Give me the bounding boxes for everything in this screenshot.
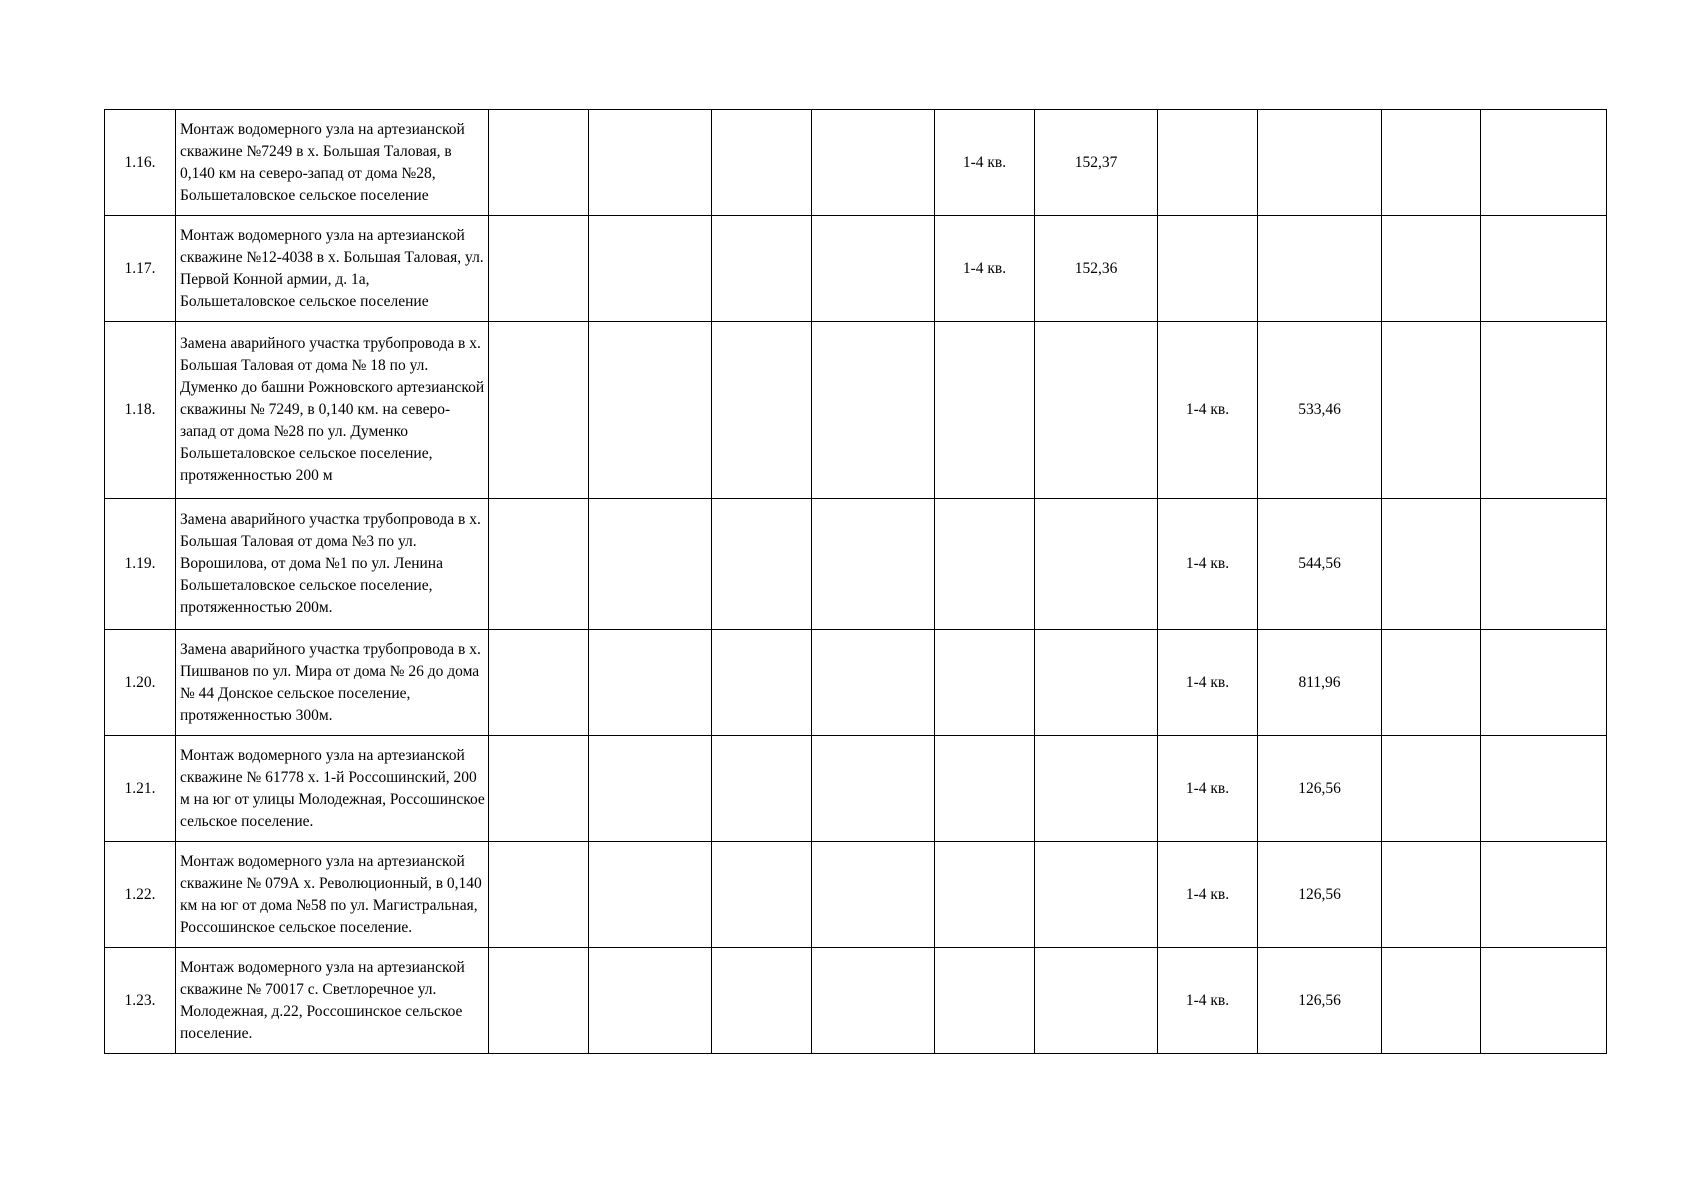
empty-cell (1382, 736, 1481, 842)
work-description-cell (176, 736, 489, 842)
empty-cell (1035, 499, 1158, 630)
empty-cell (1158, 216, 1258, 322)
row-number: 1.18. (105, 322, 176, 499)
empty-cell (589, 499, 712, 630)
row-number: 1.21. (105, 736, 176, 842)
amount-cell: 811,96 (1258, 630, 1382, 736)
work-description: Замена аварийного участка трубопровода в х. Пишванов по ул. Мира от дома № 26 до дома № 44 Донское сельское поселение, протяженностью 300м. (180, 640, 481, 724)
amount-cell: 152,36 (1035, 216, 1158, 322)
empty-cell (589, 736, 712, 842)
row-number: 1.23. (105, 948, 176, 1054)
empty-cell (489, 110, 589, 216)
work-description-cell (176, 322, 489, 499)
works-table-body (105, 110, 1607, 1054)
empty-cell (1481, 630, 1607, 736)
empty-cell (1158, 110, 1258, 216)
empty-cell (812, 736, 935, 842)
empty-cell (1035, 948, 1158, 1054)
period-cell: 1-4 кв. (1158, 499, 1258, 630)
empty-cell (489, 322, 589, 499)
empty-cell (812, 322, 935, 499)
amount-cell: 152,37 (1035, 110, 1158, 216)
empty-cell (489, 842, 589, 948)
empty-cell (1382, 216, 1481, 322)
row-number: 1.17. (105, 216, 176, 322)
empty-cell (1258, 110, 1382, 216)
empty-cell (1382, 842, 1481, 948)
empty-cell (935, 630, 1035, 736)
work-description: Монтаж водомерного узла на артезианской скважине № 70017 с. Светлоречное ул. Молодежная, д.22, Россошинское сельское поселение. (180, 958, 465, 1042)
empty-cell (1481, 842, 1607, 948)
empty-cell (712, 842, 812, 948)
empty-cell (489, 499, 589, 630)
empty-cell (935, 842, 1035, 948)
work-description-cell (176, 216, 489, 322)
amount-cell: 126,56 (1258, 948, 1382, 1054)
empty-cell (489, 736, 589, 842)
empty-cell (935, 322, 1035, 499)
empty-cell (712, 948, 812, 1054)
empty-cell (589, 110, 712, 216)
empty-cell (589, 842, 712, 948)
amount-cell: 544,56 (1258, 499, 1382, 630)
period-cell: 1-4 кв. (1158, 630, 1258, 736)
row-number: 1.19. (105, 499, 176, 630)
work-description-cell (176, 842, 489, 948)
table-row (105, 736, 1607, 842)
empty-cell (1035, 630, 1158, 736)
work-description: Замена аварийного участка трубопровода в х. Большая Таловая от дома № 18 по ул. Думенко до башни Рожновского артезианской скважины № 7249, в 0,140 км. на северо-запад от дома №28 по ул. Думенко Большеталовское сельское поселение, протяженностью 200 м (180, 335, 485, 484)
empty-cell (712, 110, 812, 216)
empty-cell (935, 948, 1035, 1054)
empty-cell (1481, 216, 1607, 322)
period-cell: 1-4 кв. (1158, 948, 1258, 1054)
table-row (105, 110, 1607, 216)
empty-cell (1382, 499, 1481, 630)
empty-cell (589, 216, 712, 322)
empty-cell (489, 948, 589, 1054)
empty-cell (1382, 630, 1481, 736)
table-row (105, 842, 1607, 948)
empty-cell (489, 216, 589, 322)
table-row (105, 322, 1607, 499)
work-description: Замена аварийного участка трубопровода в х. Большая Таловая от дома №3 по ул. Ворошилова, от дома №1 по ул. Ленина Большеталовское сельское поселение, протяженностью 200м. (180, 511, 481, 616)
empty-cell (812, 110, 935, 216)
table-row (105, 499, 1607, 630)
empty-cell (589, 948, 712, 1054)
empty-cell (1481, 736, 1607, 842)
empty-cell (489, 630, 589, 736)
table-row (105, 216, 1607, 322)
work-description-cell (176, 499, 489, 630)
empty-cell (1481, 322, 1607, 499)
empty-cell (812, 948, 935, 1054)
empty-cell (1382, 322, 1481, 499)
works-table (104, 109, 1607, 1054)
amount-cell: 533,46 (1258, 322, 1382, 499)
empty-cell (812, 499, 935, 630)
empty-cell (1258, 216, 1382, 322)
period-cell: 1-4 кв. (1158, 736, 1258, 842)
empty-cell (1382, 948, 1481, 1054)
work-description-cell (176, 110, 489, 216)
empty-cell (1035, 842, 1158, 948)
period-cell: 1-4 кв. (935, 216, 1035, 322)
work-description: Монтаж водомерного узла на артезианской скважине № 61778 х. 1-й Россошинский, 200 м на юг от улицы Молодежная, Россошинское сельское поселение. (180, 746, 485, 830)
period-cell: 1-4 кв. (1158, 842, 1258, 948)
empty-cell (712, 322, 812, 499)
work-description: Монтаж водомерного узла на артезианской скважине №7249 в х. Большая Таловая, в 0,140 км на северо-запад от дома №28, Большеталовское сельское поселение (180, 120, 465, 204)
period-cell: 1-4 кв. (1158, 322, 1258, 499)
empty-cell (812, 630, 935, 736)
empty-cell (712, 630, 812, 736)
row-number: 1.20. (105, 630, 176, 736)
empty-cell (589, 322, 712, 499)
work-description: Монтаж водомерного узла на артезианской скважине №12-4038 в х. Большая Таловая, ул. Первой Конной армии, д. 1а, Большеталовское сельское поселение (180, 226, 484, 310)
amount-cell: 126,56 (1258, 736, 1382, 842)
empty-cell (1035, 322, 1158, 499)
empty-cell (712, 216, 812, 322)
empty-cell (1481, 110, 1607, 216)
empty-cell (935, 736, 1035, 842)
amount-cell: 126,56 (1258, 842, 1382, 948)
empty-cell (589, 630, 712, 736)
work-description: Монтаж водомерного узла на артезианской скважине № 079А х. Революционный, в 0,140 км на юг от дома №58 по ул. Магистральная, Россошинское сельское поселение. (180, 852, 482, 936)
empty-cell (812, 216, 935, 322)
empty-cell (1035, 736, 1158, 842)
empty-cell (712, 499, 812, 630)
period-cell: 1-4 кв. (935, 110, 1035, 216)
row-number: 1.16. (105, 110, 176, 216)
table-row (105, 630, 1607, 736)
empty-cell (712, 736, 812, 842)
empty-cell (1382, 110, 1481, 216)
row-number: 1.22. (105, 842, 176, 948)
empty-cell (1481, 948, 1607, 1054)
table-row (105, 948, 1607, 1054)
empty-cell (935, 499, 1035, 630)
empty-cell (1481, 499, 1607, 630)
work-description-cell (176, 630, 489, 736)
work-description-cell (176, 948, 489, 1054)
empty-cell (812, 842, 935, 948)
